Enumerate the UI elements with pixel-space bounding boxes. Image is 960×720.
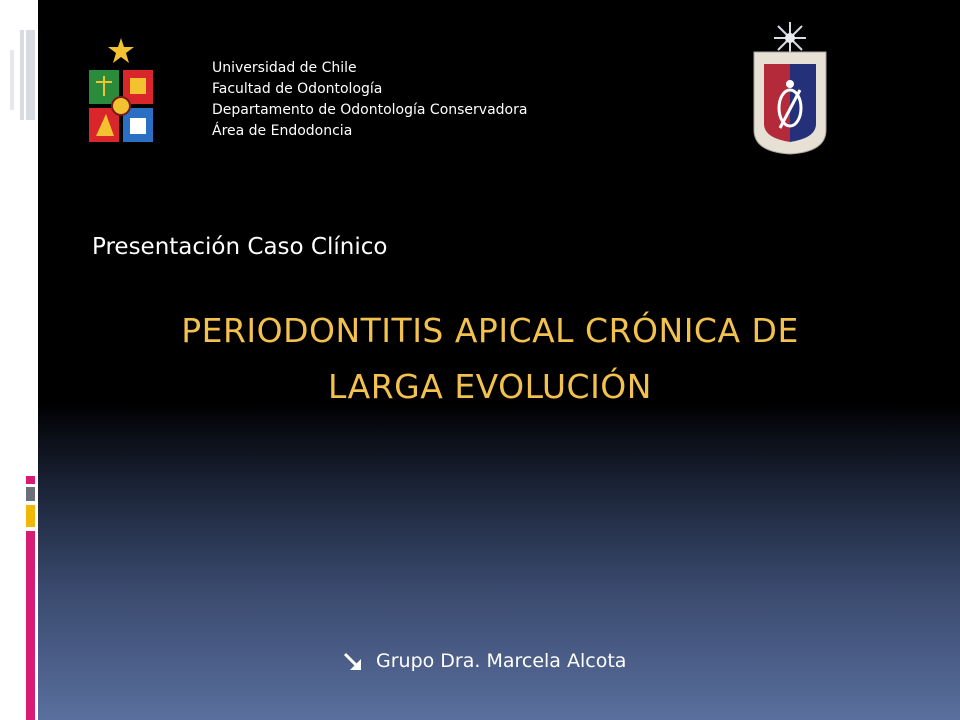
slide-title-line-1: PERIODONTITIS APICAL CRÓNICA DE	[181, 311, 799, 350]
slide-title	[60, 303, 920, 415]
slide-title-line-2: LARGA EVOLUCIÓN	[328, 367, 652, 406]
arrow-down-right-icon	[340, 648, 366, 674]
accent-bar-magenta	[26, 476, 35, 484]
slide-subtitle: Presentación Caso Clínico	[92, 234, 388, 260]
author-bullet	[340, 648, 626, 674]
accent-bar-gray	[26, 487, 35, 501]
header-line-faculty: Facultad de Odontología	[212, 81, 383, 97]
university-crest-logo	[86, 36, 156, 146]
header-line-university: Universidad de Chile	[212, 60, 357, 76]
faculty-shield-logo	[744, 20, 836, 156]
institution-header	[212, 58, 527, 142]
header-line-department: Departamento de Odontología Conservadora	[212, 102, 528, 118]
left-strip	[0, 0, 38, 720]
header-line-area: Área de Endodoncia	[212, 123, 353, 139]
author-text: Grupo Dra. Marcela Alcota	[376, 650, 627, 672]
stripes-icon	[0, 30, 38, 120]
accent-bar-magenta-long	[26, 531, 35, 720]
accent-bar-yellow	[26, 505, 35, 527]
